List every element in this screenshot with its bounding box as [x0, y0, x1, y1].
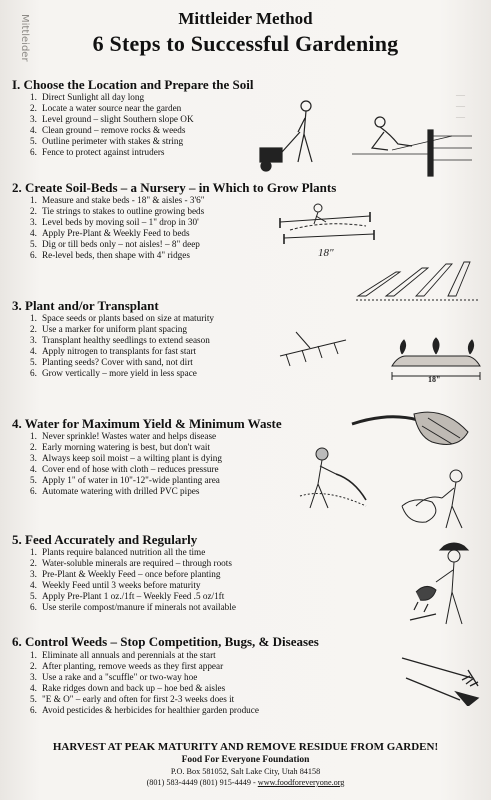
- list-item: 1. Measure and stake beds - 18" & aisles - 3'6": [30, 195, 205, 205]
- handwritten-margin-note: Mittleider: [19, 14, 30, 62]
- list-item: 1. Eliminate all annuals and perennials at the start: [30, 650, 216, 660]
- list-item: 5. Dig or till beds only – not aisles! – 8" deep: [30, 239, 200, 250]
- harvest-banner: HARVEST AT PEAK MATURITY AND REMOVE RESIDUE FROM GARDEN!: [52, 741, 439, 753]
- list-item: 5. Apply 1" of water in 10"-12"-wide planting area: [30, 475, 220, 486]
- list-item: 4. Weekly Feed until 3 weeks before maturity: [30, 580, 201, 591]
- list-item: 3. Pre-Plant & Weekly Feed – once before planting: [30, 569, 221, 580]
- document-title: Mittleider Method: [178, 9, 313, 28]
- section-3-list: [30, 313, 214, 380]
- list-item: 3. Level beds by moving soil – 1" drop in 30': [30, 217, 199, 228]
- list-item: 4. Rake ridges down and back up – hoe bed & aisles: [30, 683, 226, 694]
- ridge-width-label: 18": [428, 375, 441, 384]
- rake-and-hoe-illustration: [398, 648, 486, 706]
- list-item: 1. Plants require balanced nutrition all the time: [30, 547, 206, 557]
- section-4-heading: 4. Water for Maximum Yield & Minimum Waste: [12, 416, 282, 431]
- phone-numbers: (801) 583-4449 (801) 915-4449 -: [146, 778, 258, 787]
- list-item: 5. Outline perimeter with stakes & string: [30, 136, 184, 147]
- list-item: 4. Apply Pre-Plant & Weekly Feed to beds: [30, 228, 190, 239]
- bed-width-label: 18": [318, 247, 334, 259]
- list-item: 6. Avoid pesticides & herbicides for healthier garden produce: [30, 705, 259, 716]
- website-link[interactable]: www.foodforeveryone.org: [257, 778, 345, 787]
- watering-person-illustration: [296, 444, 376, 514]
- list-item: 6. Fence to protect against intruders: [30, 147, 165, 158]
- section-4-list: [30, 431, 222, 498]
- list-item: 3. Always keep soil moist – a wilting plant is dying: [30, 453, 222, 464]
- list-item: 2. Water-soluble minerals are required – through roots: [30, 558, 232, 569]
- document-subtitle: 6 Steps to Successful Gardening: [92, 31, 399, 56]
- list-item: 6. Use sterile compost/manure if minerals not available: [30, 602, 236, 613]
- list-item: 4. Apply nitrogen to transplants for fast start: [30, 346, 197, 357]
- organization-name: Food For Everyone Foundation: [181, 755, 310, 765]
- list-item: 1. Direct Sunlight all day long: [30, 92, 145, 102]
- feeding-person-illustration: [406, 540, 486, 626]
- list-item: 3. Transplant healthy seedlings to extend season: [30, 335, 210, 346]
- section-5-heading: 5. Feed Accurately and Regularly: [12, 532, 198, 547]
- list-item: 5. Planting seeds? Cover with sand, not dirt: [30, 357, 193, 368]
- list-item: 2. Early morning watering is best, but don't wait: [30, 442, 211, 453]
- section-6-list: [30, 650, 259, 717]
- section-1-list: [30, 92, 194, 159]
- contact-line: [0, 778, 491, 787]
- bed-rows-illustration: [356, 254, 482, 304]
- list-item: 2. Locate a water source near the garden: [30, 103, 182, 114]
- postal-address: P.O. Box 581052, Salt Lake City, Utah 84158: [170, 767, 321, 776]
- list-item: 1. Space seeds or plants based on size at maturity: [30, 313, 214, 323]
- section-2-heading: 2. Create Soil-Beds – a Nursery – in Which to Grow Plants: [12, 180, 337, 195]
- list-item: 5. Apply Pre-Plant 1 oz./1ft – Weekly Feed .5 oz/1ft: [30, 591, 225, 602]
- list-item: 2. Tie strings to stakes to outline growing beds: [30, 206, 205, 217]
- section-2-list: [30, 195, 205, 262]
- list-item: 3. Level ground – slight Southern slope OK: [30, 114, 194, 125]
- bleed-through-text: ― ― ―: [456, 90, 465, 122]
- list-item: 1. Never sprinkle! Wastes water and helps disease: [30, 431, 217, 441]
- list-item: 3. Use a rake and a "scuffle" or two-way hoe: [30, 672, 198, 683]
- list-item: 5. "E & O" – early and often for first 2-3 weeks does it: [30, 694, 235, 705]
- planted-bed-illustration: [388, 330, 484, 386]
- planting-marker-illustration: [276, 326, 356, 372]
- section-5-list: [30, 547, 236, 614]
- section-3-heading: 3. Plant and/or Transplant: [12, 298, 159, 313]
- list-item: 2. Use a marker for uniform plant spacing: [30, 324, 187, 335]
- list-item: 6. Grow vertically – more yield in less space: [30, 368, 197, 379]
- list-item: 4. Clean ground – remove rocks & weeds: [30, 125, 186, 136]
- list-item: 4. Cover end of hose with cloth – reduces pressure: [30, 464, 219, 475]
- soil-preparation-illustration: [252, 92, 482, 178]
- section-1-heading: I. Choose the Location and Prepare the Soil: [12, 77, 254, 92]
- soil-bed-stakes-illustration: [270, 198, 390, 260]
- hose-reel-person-illustration: [392, 466, 482, 530]
- list-item: 6. Re-level beds, then shape with 4" ridges: [30, 250, 190, 261]
- section-6-heading: 6. Control Weeds – Stop Competition, Bugs, & Diseases: [12, 634, 319, 649]
- list-item: 6. Automate watering with drilled PVC pipes: [30, 486, 200, 497]
- list-item: 2. After planting, remove weeds as they first appear: [30, 661, 224, 672]
